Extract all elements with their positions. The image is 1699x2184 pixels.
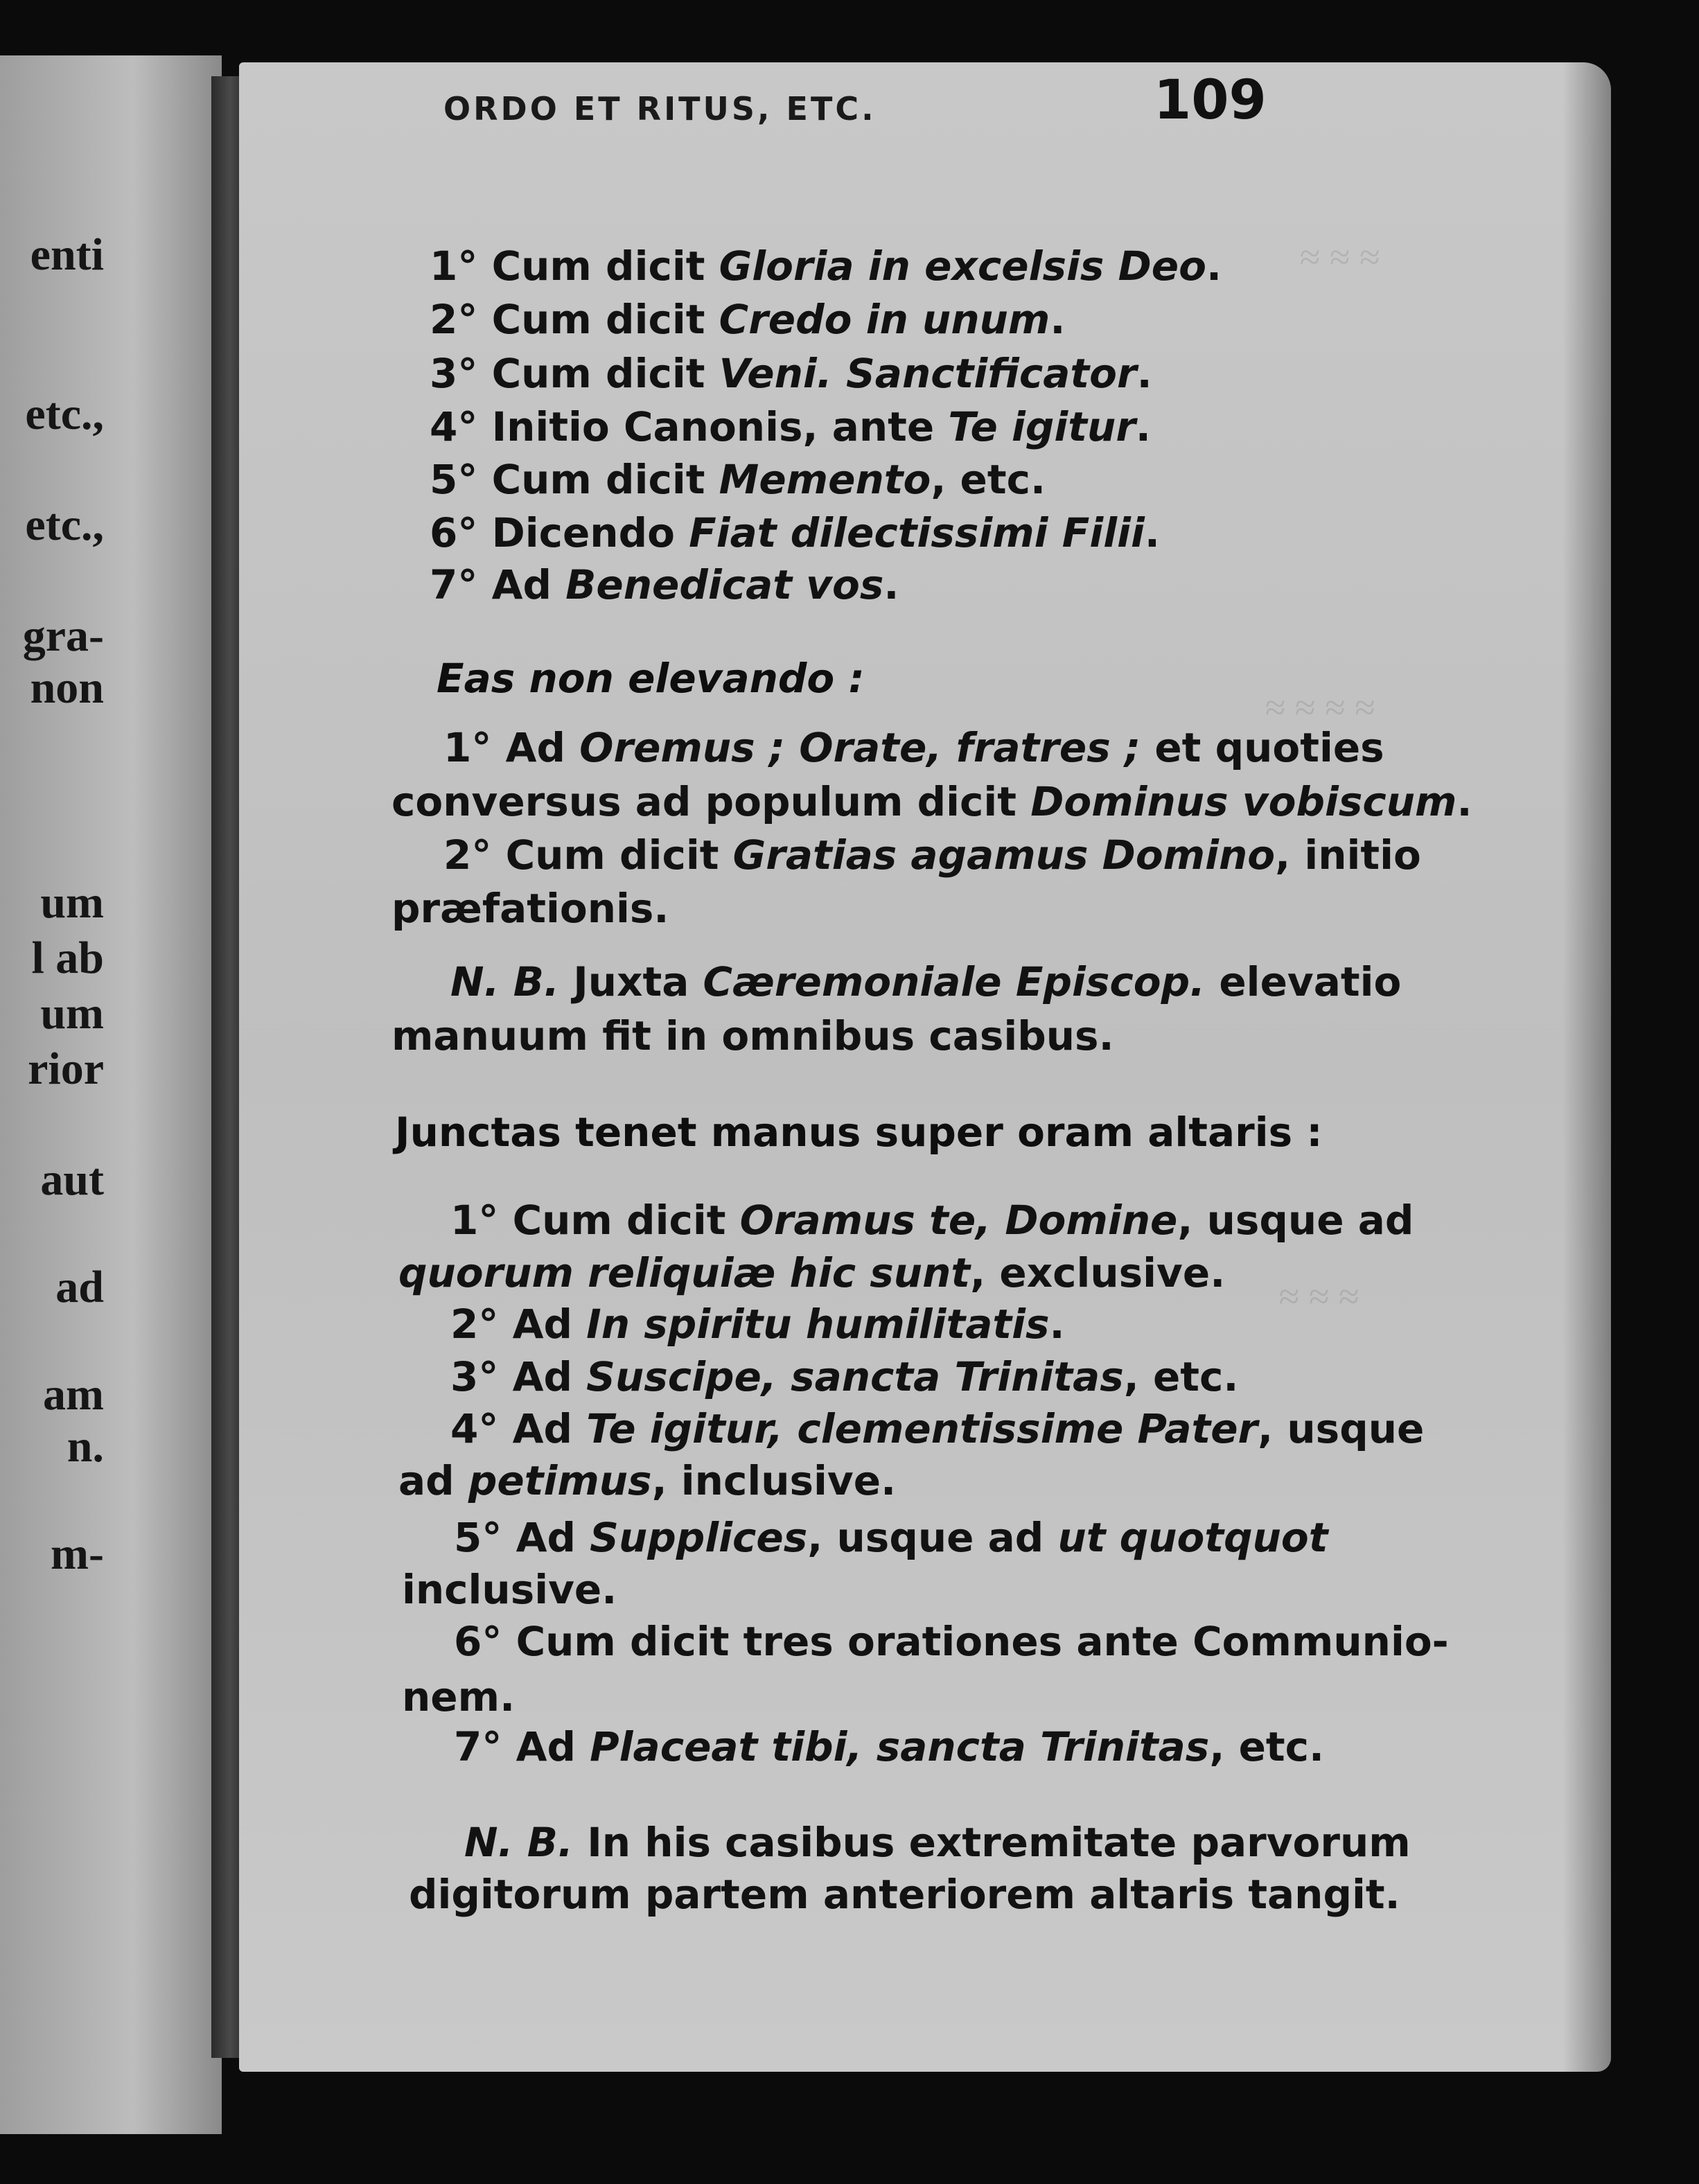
list-item: 5° Cum dicit Memento, etc. — [430, 456, 1046, 503]
text-line: digitorum partem anteriorem altaris tangit. — [409, 1871, 1400, 1918]
list-item: 2° Cum dicit Credo in unum. — [430, 296, 1066, 343]
text-line: ad petimus, inclusive. — [398, 1457, 897, 1504]
left-fragment: ad — [55, 1262, 104, 1312]
list-item: 2° Ad In spiritu humilitatis. — [450, 1301, 1065, 1348]
left-fragment: rior — [28, 1043, 104, 1094]
text-line: nem. — [402, 1673, 516, 1720]
list-item: 7° Ad Benedicat vos. — [430, 561, 899, 608]
list-item: 6° Dicendo Fiat dilectissimi Filii. — [430, 509, 1160, 556]
list-item: 6° Cum dicit tres orationes ante Communio- — [454, 1618, 1449, 1665]
left-fragment: enti — [30, 229, 104, 280]
text-line: inclusive. — [402, 1566, 617, 1613]
left-fragment: etc., — [25, 389, 104, 439]
list-item: 7° Ad Placeat tibi, sancta Trinitas, etc. — [454, 1723, 1325, 1770]
running-head: ORDO ET RITUS, ETC. — [443, 90, 877, 127]
page-number: 109 — [1154, 69, 1267, 132]
text-line: 2° Cum dicit Gratias agamus Domino, initio — [443, 831, 1421, 879]
left-fragment: etc., — [25, 500, 104, 550]
left-fragment: m- — [51, 1529, 104, 1579]
left-fragment: am — [43, 1369, 104, 1420]
list-item: 4° Ad Te igitur, clementissime Pater, usque — [450, 1405, 1425, 1452]
list-item: 5° Ad Supplices, usque ad ut quotquot — [454, 1514, 1328, 1561]
nota-bene: N. B. Juxta Cæremoniale Episcop. elevatio — [450, 958, 1402, 1005]
list-item: 4° Initio Canonis, ante Te igitur. — [430, 403, 1151, 450]
text-line: conversus ad populum dicit Dominus vobiscum. — [391, 778, 1472, 825]
bleed-through: ≈ ≈ ≈ ≈ — [1265, 687, 1375, 728]
list-item: 3° Cum dicit Veni. Sanctificator. — [430, 350, 1152, 397]
left-fragment: um — [40, 988, 104, 1039]
list-item: 1° Cum dicit Gloria in excelsis Deo. — [430, 243, 1222, 290]
text-line: manuum fit in omnibus casibus. — [391, 1012, 1114, 1059]
list-item: 1° Cum dicit Oramus te, Domine, usque ad — [450, 1197, 1414, 1244]
section-heading: Eas non elevando : — [437, 655, 865, 702]
bleed-through: ≈ ≈ ≈ — [1299, 236, 1380, 278]
section-heading: Junctas tenet manus super oram altaris : — [395, 1109, 1323, 1156]
left-fragment: gra- — [22, 610, 104, 661]
left-fragment: non — [30, 662, 104, 713]
text-line: quorum reliquiæ hic sunt, exclusive. — [398, 1249, 1226, 1296]
left-page-fragment — [0, 55, 222, 2134]
text-line: 1° Ad Oremus ; Orate, fratres ; et quoties — [443, 724, 1384, 771]
bleed-through: ≈ ≈ ≈ — [1278, 1276, 1359, 1317]
left-fragment: aut — [40, 1154, 104, 1205]
text-line: præfationis. — [391, 885, 669, 932]
left-fragment: um — [40, 877, 104, 928]
list-item: 3° Ad Suscipe, sancta Trinitas, etc. — [450, 1353, 1239, 1400]
left-fragment: n. — [67, 1421, 104, 1472]
page-edge-shadow — [1562, 62, 1611, 2072]
left-fragment: l ab — [31, 933, 104, 983]
nota-bene: N. B. In his casibus extremitate parvorum — [464, 1819, 1411, 1866]
